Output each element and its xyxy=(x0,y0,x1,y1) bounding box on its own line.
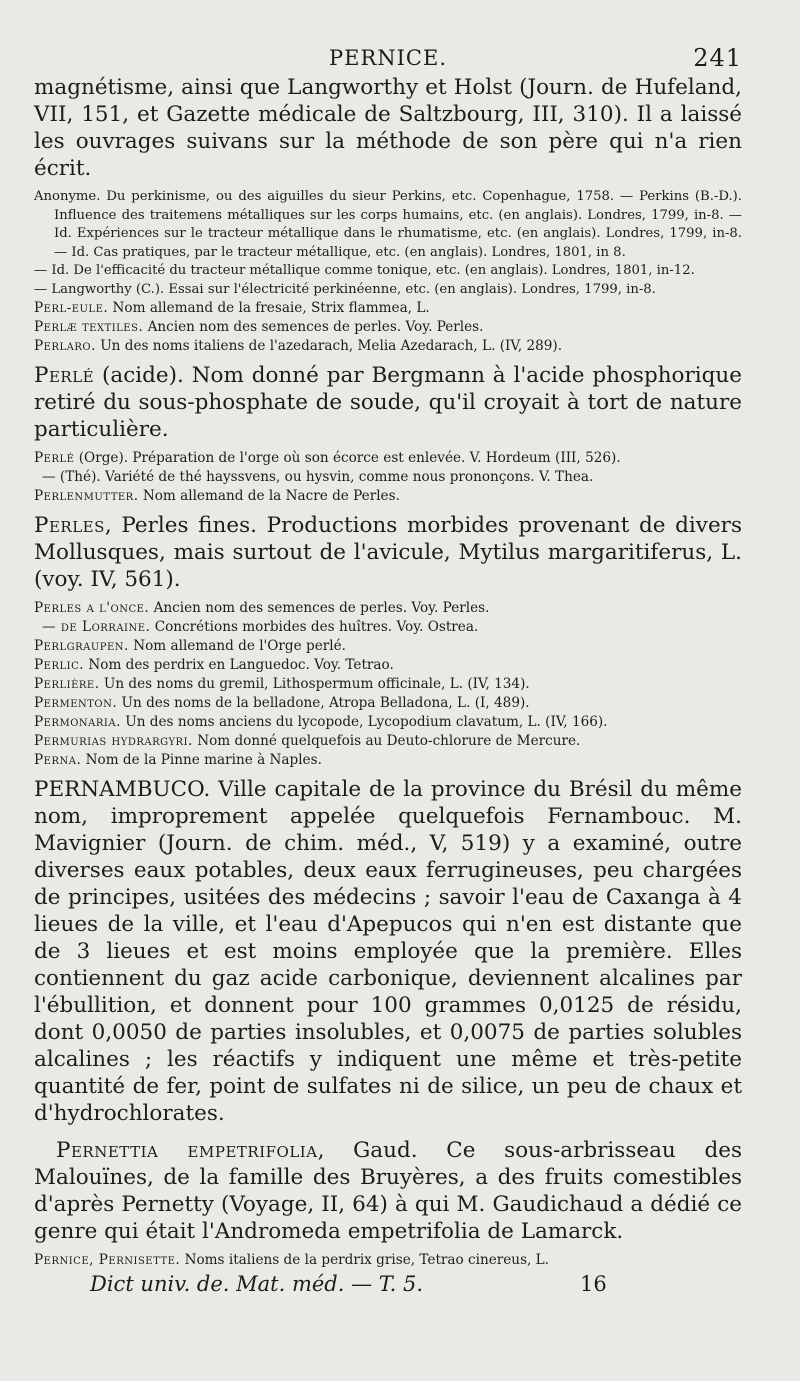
entry-body: Nom de la Pinne marine à Naples. xyxy=(85,752,322,768)
entries-group-b xyxy=(34,449,742,506)
entry-head: Perlæ textiles. xyxy=(34,319,144,335)
entry-body: , Gaud. Ce sous-arbrisseau des Malouïnes, de la famille des Bruyères, a des fruits comestibles d'après Pernetty (Voyage, II, 64) à qui M. Gaudichaud a dédié ce genre qui était l'Andromeda empetrifolia de Lamarck. xyxy=(34,1138,742,1244)
page-number: 241 xyxy=(693,44,742,72)
entry-head: Perna. xyxy=(34,752,82,768)
bibliography-item: — Langworthy (C.). Essai sur l'électricité perkinéenne, etc. (en anglais). Londres, 1799, in-8. xyxy=(34,281,656,297)
entry-pernambuco xyxy=(34,776,742,1127)
entry-head: Permurias hydrargyri. xyxy=(34,733,193,749)
entry-head: Perlé xyxy=(34,450,75,466)
entry-head: Perlic. xyxy=(34,657,85,673)
entry-perle-acide xyxy=(34,362,742,443)
entry-body: Nom donné quelquefois au Deuto-chlorure de Mercure. xyxy=(197,733,581,749)
page-footer xyxy=(34,1272,742,1302)
entry-head: PERNAMBUCO. xyxy=(34,777,211,802)
entry-body: Ancien nom des semences de perles. Voy. Perles. xyxy=(153,600,490,616)
entry-head: Perlière. xyxy=(34,676,100,692)
entry-perles xyxy=(34,512,742,593)
entry-head: Perlenmutter. xyxy=(34,488,139,504)
running-head xyxy=(34,38,742,74)
entries-group-c xyxy=(34,599,742,770)
entry-pernice xyxy=(34,1251,742,1270)
entry-head: Permonaria. xyxy=(34,714,121,730)
entry-body: , Perles fines. Productions morbides provenant de divers Mollusques, mais surtout de l'avicule, Mytilus margaritiferus, L. (voy. IV, 561). xyxy=(34,513,742,592)
page-title: PERNICE. xyxy=(328,46,447,70)
entry-body: Concrétions morbides des huîtres. Voy. Ostrea. xyxy=(154,619,479,635)
entry-body: Un des noms anciens du lycopode, Lycopodium clavatum, L. (IV, 166). xyxy=(125,714,608,730)
entry-head: — de Lorraine. xyxy=(42,619,151,635)
entry-body: Ville capitale de la province du Brésil du même nom, improprement appelée quelquefois Fernambouc. M. Mavignier (Journ. de chim. méd., V, 519) y a examiné, outre diverses eaux potables, deux eaux ferrugineuses, peu chargées de principes, usitées des médecins ; savoir l'eau de Caxanga à 4 lieues de la ville, et l'eau d'Apepucos qui n'en est distante que de 3 lieues et est moins employée que la première. Elles contiennent du gaz acide carbonique, deviennent alcalines par l'ébullition, et donnent pour 100 grammes 0,0125 de résidu, dont 0,0050 de parties insolubles, et 0,0075 de parties solubles alcalines ; les réactifs y indiquent une même et très-petite quantité de fer, point de sulfates ni de silice, un peu de chaux et d'hydrochlorates. xyxy=(34,777,742,1126)
entry-body: Un des noms du gremil, Lithospermum officinale, L. (IV, 134). xyxy=(103,676,530,692)
entry-body: Nom allemand de la fresaie, Strix flammea, L. xyxy=(112,300,430,316)
bibliography-item: — Id. De l'efficacité du tracteur métallique comme tonique, etc. (en anglais). Londres, 1801, in-12. xyxy=(34,263,695,278)
entry-head: Perlgraupen. xyxy=(34,638,129,654)
entry-head: Perles a l'once. xyxy=(34,600,150,616)
sheet-number: 16 xyxy=(580,1272,607,1296)
entry-body: Nom des perdrix en Languedoc. Voy. Tetrao. xyxy=(88,657,394,673)
entry-head: Pernettia empetrifolia xyxy=(56,1138,318,1163)
bibliography-item: Anonyme. Du perkinisme, ou des aiguilles du sieur Perkins, etc. Copenhague, 1758. — Perkins (B.-D.). Influence des traitemens métalliques sur les corps humains, etc. (en anglais). Londres, 1799, in-8. — Id. Expériences sur le tracteur métallique dans le rhumatisme, etc. (en anglais). Londres, 1799, in-8. — Id. Cas pratiques, par le tracteur métallique, etc. (en anglais). Londres, 1801, in 8. xyxy=(34,189,742,260)
entry-head: — xyxy=(42,469,56,485)
entry-head: Perlé xyxy=(34,363,95,388)
entry-head: Perlaro. xyxy=(34,338,96,354)
entries-group-a xyxy=(34,299,742,356)
entry-pernettia xyxy=(34,1137,742,1245)
entry-body: (Thé). Variété de thé hayssvens, ou hysvin, comme nous prononçons. V. Thea. xyxy=(59,469,594,485)
lead-paragraph: magnétisme, ainsi que Langworthy et Holst (Journ. de Hufeland, VII, 151, et Gazette médicale de Saltzbourg, III, 310). Il a laissé les ouvrages suivans sur la méthode de son père qui n'a rien écrit. xyxy=(34,75,742,181)
entry-body: Nom allemand de la Nacre de Perles. xyxy=(142,488,400,504)
entry-head: Perl-eule. xyxy=(34,300,109,316)
entry-body: Nom allemand de l'Orge perlé. xyxy=(133,638,346,654)
entry-body: Un des noms de la belladone, Atropa Belladona, L. (I, 489). xyxy=(121,695,530,711)
entry-body: (Orge). Préparation de l'orge où son écorce est enlevée. V. Hordeum (III, 526). xyxy=(78,450,621,466)
entry-head: Perles xyxy=(34,513,105,538)
entry-body: Ancien nom des semences de perles. Voy. Perles. xyxy=(147,319,484,335)
bibliography xyxy=(34,188,742,299)
entry-body: Noms italiens de la perdrix grise, Tetrao cinereus, L. xyxy=(184,1252,550,1268)
entry-body: (acide). Nom donné par Bergmann à l'acide phosphorique retiré du sous-phosphate de soude, qu'il croyait à tort de nature particulière. xyxy=(34,363,742,442)
entry-body: Un des noms italiens de l'azedarach, Melia Azedarach, L. (IV, 289). xyxy=(100,338,563,354)
entry-head: Pernice, Pernisette. xyxy=(34,1252,181,1268)
entry-head: Permenton. xyxy=(34,695,118,711)
signature-mark: Dict univ. de. Mat. méd. — T. 5. xyxy=(90,1272,424,1296)
